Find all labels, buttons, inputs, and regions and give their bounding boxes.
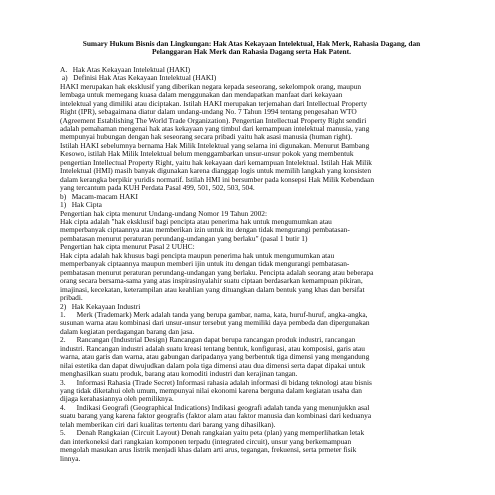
text-line: yang tercantum pada KUH Perdata Pasal 499, 501, 502, 503, 504. — [60, 184, 255, 193]
text-line: Pengertian hak cipta menurut Undang-undang Nomor 19 Tahun 2002: — [60, 209, 268, 218]
text-line: intelektual yang dimiliki atau diciptakan. Istilah HAKI merupakan terjemahan dari Intellectual Property — [60, 99, 368, 108]
text-line: Istilah HAKI sebelumnya bernama Hak Milik Intelektual yang selama ini digunakan. Menurut Bambang — [60, 141, 370, 150]
text-line: dijaga kerahasiannya oleh pemiliknya. — [60, 395, 174, 404]
text-line: industri. Rancangan industri adalah suatu kreasi tentang bentuk, konfigurasi, atau komposisi, garis atau — [60, 344, 365, 353]
text-line: 2) Hak Kekayaan Industri — [60, 302, 141, 311]
text-line: 1) Hak Cipta — [60, 201, 102, 210]
text-line: 2. Rancangan (Industrial Design) Rancangan dapat berupa rancangan produk industri, rancangan — [60, 336, 356, 345]
text-line: imajinasi, kecekatan, keterampilan atau keahlian yang dituangkan dalam bentuk yang khas dan bersifat — [60, 285, 365, 294]
text-line: Pengertian hak cipta menurut Pasal 2 UUHC: — [60, 243, 195, 252]
text-line: 1. Merk (Trademark) Merk adalah tanda yang berupa gambar, nama, kata, huruf-huruf, angka-angka, — [60, 310, 368, 319]
document-title: Sumary Hukum Bisnis dan Lingkungan: Hak Atas Kekayaan Intelektual, Hak Merk, Rahasia Dagang, dan Pelanggaran Hak Merk dan Rahasia Dagang serta Hak Patent. — [82, 39, 421, 57]
text-line: 5. Denah Rangkaian (Circuit Layout) Denah rangkaian yaitu peta (plan) yang memperlihatkan letak — [60, 429, 365, 438]
text-line: nilai estetika dan dapat diwujudkan dalam pola tiga dimensi atau dua dimensi serta dapat dipakai untuk — [60, 361, 366, 370]
text-line: pembatasan menurut peraturan perundang-undangan yang berlaku. Pencipta adalah seorang atau beberapa — [60, 268, 374, 277]
text-line: a) Definisi Hak Atas Kekayaan Intelektual (HAKI) — [60, 74, 217, 83]
text-line: yang tidak diketahui oleh umum, mempunyai nilai ekonomi karena berguna dalam kegiatan usaha dan — [60, 387, 362, 396]
text-line: memperbanyak ciptaannya maupun memberi ijin untuk itu dengan tidak mengurangi pembatasan- — [60, 260, 350, 269]
text-line: Kesowo, istilah Hak Milik Intelektual belum menggambarkan unsur-unsur pokok yang membentuk — [60, 150, 354, 159]
text-line: susunan warna atau kombinasi dari unsur-unsur tersebut yang memiliki daya pembeda dan dipergunakan — [60, 319, 370, 328]
text-line: mempunyai hubungan dengan hak seseorang secara pribadi yaitu hak asasi manusia (human right). — [60, 133, 353, 142]
text-line: A. Hak Atas Kekayaan Intelektual (HAKI) — [60, 65, 191, 74]
text-line: (Agreement Establishing The World Trade Organization). Pengertian Intellectual Property Right sendiri — [60, 116, 367, 125]
text-line: orang secara bersama-sama yang atas inspirasinyalahir suatu ciptaan berdasarkan kemampuan pikiran, — [60, 277, 363, 286]
text-line: 3. Informasi Rahasia (Trade Secret) Informasi rahasia adalah informasi di bidang teknologi atau bisnis — [60, 378, 372, 387]
text-line: pribadi. — [60, 294, 83, 303]
text-line: dalam kerangka berpikir yuridis normatif. Istilah HMI ini bersumber pada konsepsi Hak Milik Kebendaan — [60, 175, 375, 184]
document-body — [60, 66, 443, 463]
text-line: lembaga untuk memegang kuasa dalam menggunakan dan mendapatkan manfaat dari kekayaan — [60, 91, 343, 100]
text-line: Hak cipta adalah "hak eksklusif bagi pencipta atau penerima hak untuk mengumumkan atau — [60, 217, 332, 226]
text-line: adalah pemahaman mengenai hak atas kekayaan yang timbul dari kemampuan intelektual manusia, yang — [60, 124, 370, 133]
text-line: pembatasan menurut peraturan perundang-undangan yang berlaku" (pasal 1 butir 1) — [60, 234, 308, 243]
text-line: Intelektual (HMI) masih banyak digunakan karena dianggap logis untuk memilih langkah yang konsisten — [60, 167, 372, 176]
text-line: linnya. — [60, 454, 81, 463]
text-line: dan interkoneksi dari rangkaian komponen terpadu (integrated circuit), unsur yang berkemampuan — [60, 437, 352, 446]
text-line: Right (IPR), sebagaimana diatur dalam undang-undang No. 7 Tahun 1994 tentang pengesahan WTO — [60, 108, 357, 117]
text-line: dalam kegiatan perdagangan barang dan jasa. — [60, 327, 195, 336]
text-line: suatu barang yang karena faktor geografis (faktor alam atau faktor manusia dan kombinasi dari keduanya — [60, 412, 372, 421]
text-line: HAKI merupakan hak eksklusif yang diberikan negara kepada seseorang, sekelompok orang, maupun — [60, 82, 362, 91]
text-line: mengolah masukan arus listrik menjadi khas dalam arti arus, tegangan, frekuensi, serta prmeter fisik — [60, 446, 357, 455]
text-line: b) Macam-macam HAKI — [60, 192, 138, 201]
text-line: pengertian Intellectual Property Right, yaitu hak kekayaan dari kemampuan Intelektual. Istilah Hak Milik — [60, 158, 372, 167]
text-line: memperbanyak ciptaannya atau memberikan izin untuk itu dengan tidak mengurangi pembatasan- — [60, 226, 350, 235]
text-line: 4. Indikasi Geografi (Geographical Indications) Indikasi geografi adalah tanda yang menunjukkn asal — [60, 403, 370, 412]
text-line: telah memberikan ciri dari kualitas tertentu dari barang yang dihasilkan). — [60, 420, 276, 429]
text-line: Hak cipta adalah hak khusus bagi pencipta maupun penerima hak untuk mengumumkan atau — [60, 251, 335, 260]
text-line: warna, atau garis dan warna, atau gabungan daripadanya yang berbentuk tiga dimensi yang mengandung — [60, 353, 370, 362]
text-line: menghasilkan suatu produk, barang atau komoditi industri dan kerajinan tangan. — [60, 370, 298, 379]
